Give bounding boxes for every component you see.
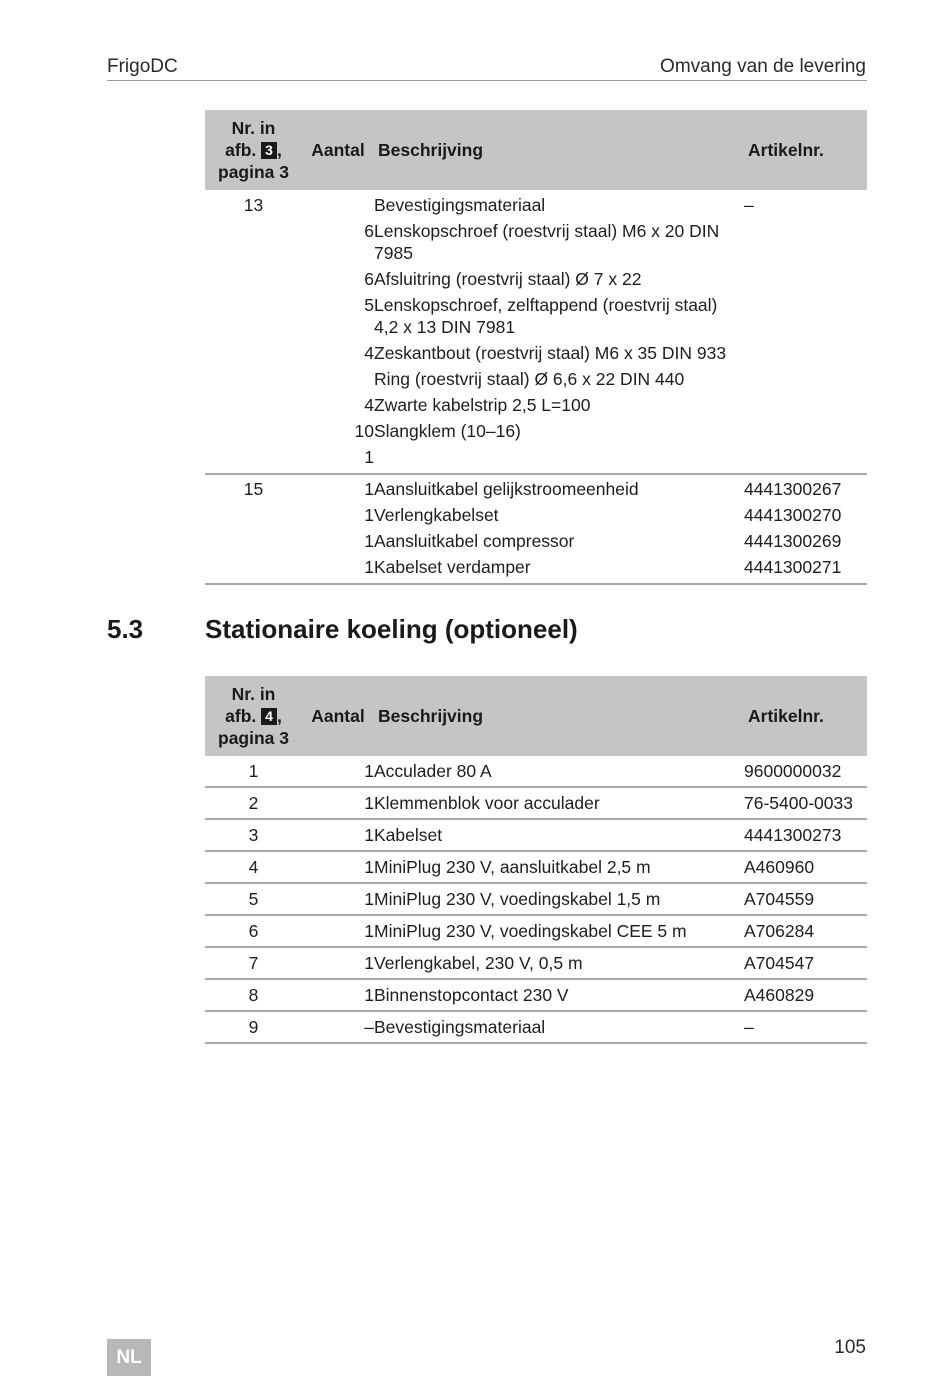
table-row (205, 446, 867, 474)
table-row (205, 915, 867, 947)
nr-line1: Nr. in (231, 118, 276, 138)
table-header-row (205, 676, 867, 756)
art-cell: A704547 (744, 947, 867, 979)
table-row (205, 342, 867, 368)
table1-group-15 (205, 474, 867, 584)
table-row (205, 220, 867, 268)
nr-cell (205, 342, 302, 368)
qty-cell: 1 (302, 947, 374, 979)
desc-cell: MiniPlug 230 V, aansluitkabel 2,5 m (374, 851, 744, 883)
desc-cell: Slangklem (10–16) (374, 421, 521, 441)
desc-cell: Lenskopschroef, zelftappend (roestvrij staal) 4,2 x 13 DIN 7981 (374, 295, 718, 337)
desc-cell: MiniPlug 230 V, voedingskabel 1,5 m (374, 883, 744, 915)
art-cell: 76-5400-0033 (744, 787, 867, 819)
nr-cell: 13 (243, 195, 264, 215)
qty-cell: 1 (302, 883, 374, 915)
art-cell: A460829 (744, 979, 867, 1011)
section-number: 5.3 (107, 614, 144, 644)
qty-cell: 5 (364, 295, 374, 315)
nr-afb: afb. (225, 140, 257, 160)
qty-cell: 1 (302, 756, 374, 787)
qty-cell: 1 (302, 915, 374, 947)
column-header-desc: Beschrijving (374, 110, 744, 190)
desc-cell: Acculader 80 A (374, 756, 744, 787)
art-cell (744, 368, 867, 394)
table-row (205, 504, 867, 530)
qty-cell (302, 368, 374, 394)
qty-cell: 1 (364, 479, 374, 499)
nr-cell: 4 (205, 851, 302, 883)
art-cell: 4441300271 (744, 556, 867, 584)
nr-cell: 15 (243, 479, 264, 499)
nr-cell: 6 (205, 915, 302, 947)
table-row (205, 530, 867, 556)
qty-cell: 1 (302, 446, 374, 474)
nr-cell: 2 (205, 787, 302, 819)
desc-cell: Afsluitring (roestvrij staal) Ø 7 x 22 (374, 269, 642, 289)
qty-cell: 1 (364, 531, 374, 551)
nr-cell: 8 (205, 979, 302, 1011)
art-cell: 4441300269 (744, 531, 842, 551)
nr-cell (205, 556, 302, 584)
table-row (205, 787, 867, 819)
nr-cell (205, 420, 302, 446)
parts-table-2 (205, 676, 867, 1044)
qty-cell: 1 (302, 556, 374, 584)
section-title: Stationaire koeling (optioneel) (205, 614, 578, 644)
table1-group-13 (205, 190, 867, 474)
art-cell (744, 446, 867, 474)
art-cell (744, 220, 867, 268)
art-cell: – (744, 1011, 867, 1043)
nr-cell: 9 (205, 1011, 302, 1043)
nr-cell (205, 394, 302, 420)
language-badge: NL (107, 1339, 151, 1376)
nr-afb: afb. (225, 706, 257, 726)
qty-cell: – (302, 1011, 374, 1043)
nr-cell (205, 504, 302, 530)
desc-cell: Verlengkabelset (374, 505, 499, 525)
art-cell: 4441300273 (744, 819, 867, 851)
column-header-art: Artikelnr. (744, 676, 867, 756)
qty-cell: 1 (302, 787, 374, 819)
column-header-qty: Aantal (302, 110, 374, 190)
qty-cell: 4 (364, 343, 374, 363)
figure-badge: 4 (261, 708, 277, 725)
desc-cell: Aansluitkabel gelijkstroomeenheid (374, 479, 639, 499)
header-section: Omvang van de levering (660, 56, 866, 77)
desc-cell: Klemmenblok voor acculader (374, 787, 744, 819)
nr-comma: , (276, 706, 282, 726)
table-row (205, 474, 867, 504)
table-header-row (205, 110, 867, 190)
nr-cell (205, 268, 302, 294)
table-row (205, 420, 867, 446)
art-cell (744, 268, 867, 294)
art-cell (744, 420, 867, 446)
art-cell: – (744, 195, 754, 215)
column-header-nr (205, 676, 302, 756)
parts-table-1 (205, 110, 867, 585)
desc-cell: Bevestigingsmateriaal (374, 1011, 744, 1043)
table-row (205, 756, 867, 787)
table-row (205, 556, 867, 584)
table-row (205, 368, 867, 394)
page-number: 105 (834, 1337, 866, 1358)
header-divider (107, 80, 867, 81)
column-header-desc: Beschrijving (374, 676, 744, 756)
desc-cell: Zwarte kabelstrip 2,5 L=100 (374, 395, 591, 415)
table-row (205, 268, 867, 294)
column-header-art: Artikelnr. (744, 110, 867, 190)
desc-cell: Zeskantbout (roestvrij staal) M6 x 35 DIN 933 (374, 343, 727, 363)
nr-cell (205, 220, 302, 268)
table-row (205, 851, 867, 883)
desc-cell: Binnenstopcontact 230 V (374, 979, 744, 1011)
qty-cell (302, 190, 374, 220)
table-row (205, 394, 867, 420)
qty-cell: 6 (364, 221, 374, 241)
nr-comma: , (276, 140, 282, 160)
desc-cell: Verlengkabel, 230 V, 0,5 m (374, 947, 744, 979)
art-cell (744, 294, 867, 342)
desc-cell: Ring (roestvrij staal) Ø 6,6 x 22 DIN 440 (374, 369, 685, 389)
column-header-qty: Aantal (302, 676, 374, 756)
table-row (205, 1011, 867, 1043)
art-cell: 4441300267 (744, 479, 842, 499)
art-cell (744, 394, 867, 420)
desc-cell: MiniPlug 230 V, voedingskabel CEE 5 m (374, 915, 744, 947)
nr-cell: 3 (205, 819, 302, 851)
art-cell: A704559 (744, 883, 867, 915)
qty-cell: 1 (364, 505, 374, 525)
header-product: FrigoDC (107, 56, 178, 77)
desc-cell (374, 446, 744, 474)
nr-line3: pagina 3 (218, 162, 289, 182)
qty-cell: 4 (364, 395, 374, 415)
desc-cell: Kabelset verdamper (374, 556, 744, 584)
nr-cell: 5 (205, 883, 302, 915)
qty-cell: 1 (302, 819, 374, 851)
desc-cell: Aansluitkabel compressor (374, 531, 575, 551)
table2-body (205, 756, 867, 1043)
nr-line1: Nr. in (231, 684, 276, 704)
nr-cell (205, 294, 302, 342)
column-header-nr (205, 110, 302, 190)
art-cell: A460960 (744, 851, 867, 883)
art-cell: A706284 (744, 915, 867, 947)
qty-cell: 1 (302, 851, 374, 883)
qty-cell: 1 (302, 979, 374, 1011)
figure-badge: 3 (261, 142, 277, 159)
desc-cell: Kabelset (374, 819, 744, 851)
table-row (205, 883, 867, 915)
nr-cell (205, 446, 302, 474)
nr-cell (205, 530, 302, 556)
desc-cell: Lenskopschroef (roestvrij staal) M6 x 20 DIN 7985 (374, 221, 720, 263)
art-cell (744, 342, 867, 368)
qty-cell: 10 (354, 421, 374, 441)
nr-cell (205, 368, 302, 394)
desc-cell: Bevestigingsmateriaal (374, 195, 546, 215)
table-row (205, 190, 867, 220)
table-row (205, 294, 867, 342)
table-row (205, 979, 867, 1011)
art-cell: 4441300270 (744, 505, 842, 525)
nr-line3: pagina 3 (218, 728, 289, 748)
nr-cell: 1 (205, 756, 302, 787)
art-cell: 9600000032 (744, 756, 867, 787)
nr-cell: 7 (205, 947, 302, 979)
qty-cell: 6 (364, 269, 374, 289)
table-row (205, 947, 867, 979)
table-row (205, 819, 867, 851)
